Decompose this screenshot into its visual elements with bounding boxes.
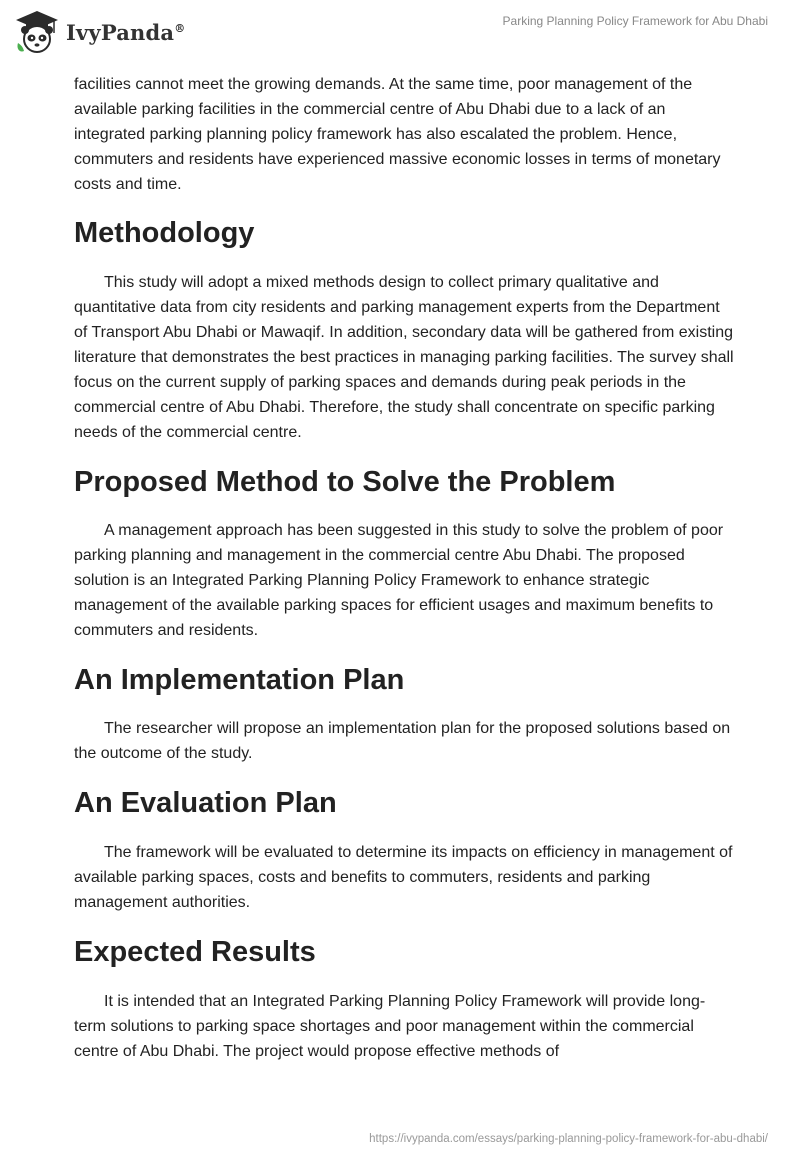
section-paragraph-evaluation-plan: The framework will be evaluated to determine its impacts on efficiency in management of available parking spaces, costs and benefits to commuters, residents and parking management authorities.	[74, 844, 733, 911]
essay-body	[74, 70, 734, 1064]
section-heading-implementation-plan: An Implementation Plan	[74, 664, 405, 696]
document-title: Parking Planning Policy Framework for Abu Dhabi	[502, 14, 768, 28]
registered-mark: ®	[174, 21, 186, 35]
section-paragraph-implementation-plan: The researcher will propose an implementation plan for the proposed solutions based on the outcome of the study.	[74, 720, 731, 762]
section-heading-proposed-method: Proposed Method to Solve the Problem	[74, 466, 616, 498]
section-heading-methodology: Methodology	[74, 217, 255, 249]
ivypanda-logo[interactable]	[14, 9, 185, 55]
section-paragraph-methodology: This study will adopt a mixed methods design to collect primary qualitative and quantitative data from city residents and parking management experts from the Department of Transport Abu Dhabi or Mawaqif. In addition, secondary data will be gathered from existing literature that demonstrates the best practices in managing parking facilities. The survey shall focus on the current supply of parking spaces and demands during peak periods in the commercial centre of Abu Dhabi. Therefore, the study shall concentrate on specific parking needs of the commercial centre.	[74, 274, 734, 441]
source-url[interactable]: https://ivypanda.com/essays/parking-planning-policy-framework-for-abu-dhabi/	[369, 1133, 768, 1145]
page-header	[0, 0, 800, 70]
panda-graduate-icon	[14, 9, 60, 55]
brand-name: IvyPanda®	[66, 19, 186, 45]
section-paragraph-expected-results: It is intended that an Integrated Parking Planning Policy Framework will provide long-term solutions to parking space shortages and poor management within the commercial centre of Abu Dhabi. The project would propose effective methods of	[74, 993, 706, 1060]
section-paragraph-proposed-method: A management approach has been suggested in this study to solve the problem of poor parking planning and management in the commercial centre Abu Dhabi. The proposed solution is an Integrated Parking Planning Policy Framework to enhance strategic management of the available parking spaces for efficient usages and maximum benefits to commuters and residents.	[74, 522, 724, 639]
section-heading-evaluation-plan: An Evaluation Plan	[74, 787, 337, 819]
intro-paragraph: facilities cannot meet the growing demands. At the same time, poor management of the available parking facilities in the commercial centre of Abu Dhabi due to a lack of an integrated parking planning policy framework has also escalated the problem. Hence, commuters and residents have experienced massive economic losses in terms of monetary costs and time.	[74, 76, 721, 193]
section-heading-expected-results: Expected Results	[74, 936, 316, 968]
